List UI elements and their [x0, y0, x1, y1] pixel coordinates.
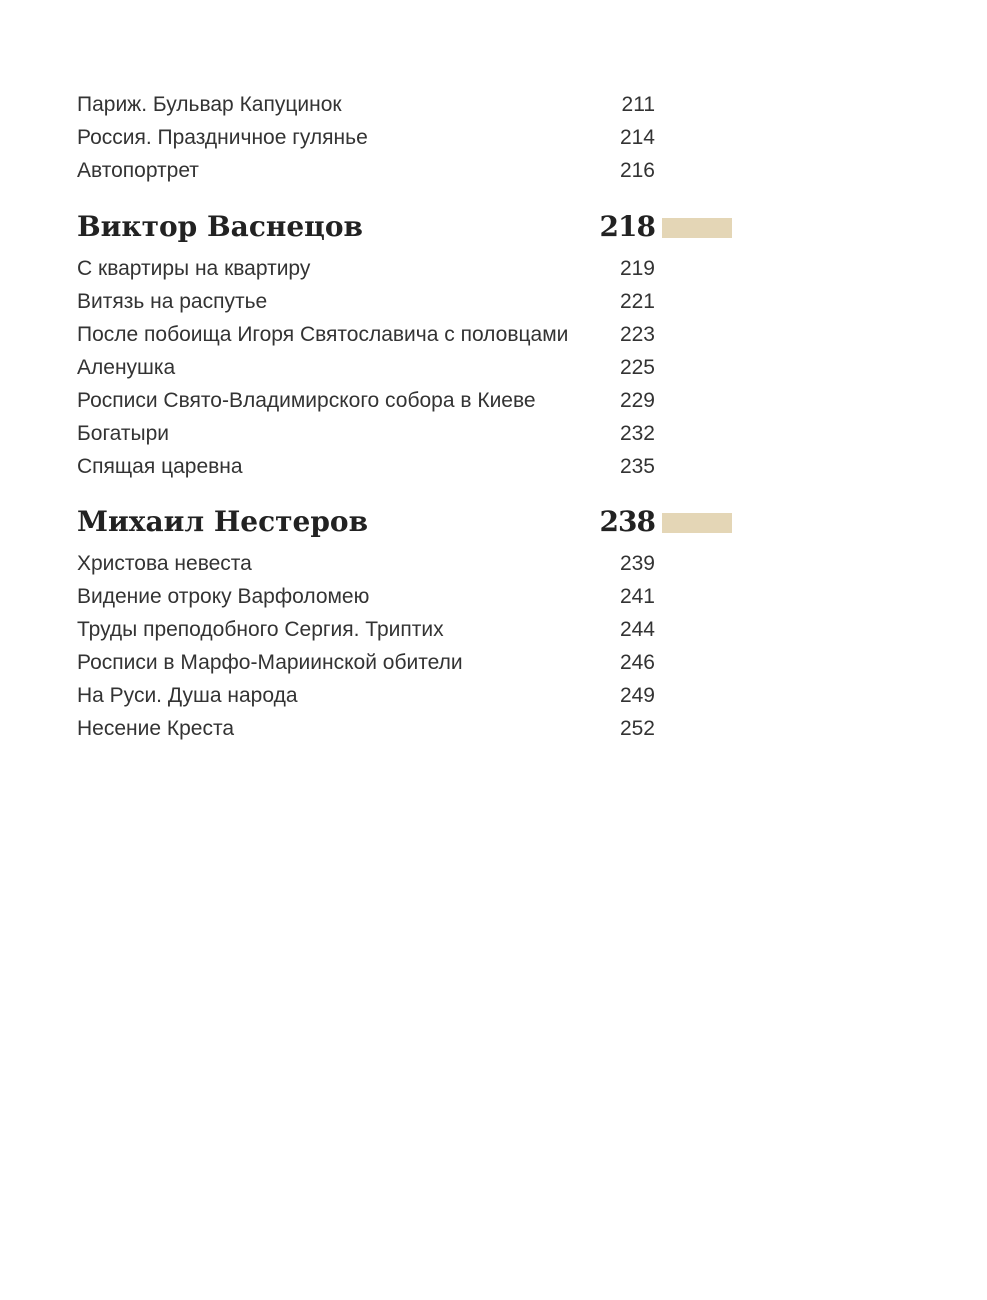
toc-entry-title: Видение отроку Варфоломею: [77, 585, 370, 608]
toc-entry-page: 239: [619, 552, 655, 575]
section-heading-title: Виктор Васнецов: [77, 210, 363, 243]
toc-entry-title: Труды преподобного Сергия. Триптих: [77, 618, 444, 641]
toc-entry-title: Спящая царевна: [77, 455, 243, 478]
toc-entry-page: 214: [619, 126, 655, 149]
section-accent-bar: [662, 218, 732, 238]
toc-entry[interactable]: [77, 580, 655, 613]
toc-entry[interactable]: [77, 351, 655, 384]
section-heading-title: Михаил Нестеров: [77, 505, 369, 538]
toc-entry-page: 241: [619, 585, 655, 608]
toc-entry[interactable]: [77, 450, 655, 483]
toc-entry[interactable]: [77, 417, 655, 450]
toc-entry[interactable]: [77, 88, 655, 121]
toc-entry-title: Париж. Бульвар Капуцинок: [77, 93, 342, 116]
toc-entry[interactable]: [77, 646, 655, 679]
toc-entry-page: 246: [619, 651, 655, 674]
toc-entry-title: Росписи в Марфо-Мариинской обители: [77, 651, 463, 674]
toc-entry-page: 252: [619, 717, 655, 740]
toc-entry[interactable]: [77, 384, 655, 417]
toc-entry-page: 229: [619, 389, 655, 412]
toc-entry-page: 221: [619, 290, 655, 313]
toc-entry[interactable]: [77, 547, 655, 580]
toc-entry[interactable]: [77, 121, 655, 154]
toc-entry[interactable]: [77, 154, 655, 187]
toc-entry-page: 219: [619, 257, 655, 280]
toc-entry-title: Несение Креста: [77, 717, 235, 740]
section-heading-nesterov[interactable]: [77, 502, 655, 542]
toc-entry[interactable]: [77, 679, 655, 712]
toc-entry-title: Аленушка: [77, 356, 176, 379]
toc-entry-title: Богатыри: [77, 422, 169, 445]
toc-entry[interactable]: [77, 285, 655, 318]
toc-entry-title: Автопортрет: [77, 159, 199, 182]
toc-entry-title: На Руси. Душа народа: [77, 684, 298, 707]
section-heading-page: 238: [599, 505, 655, 538]
toc-entry[interactable]: [77, 252, 655, 285]
toc-entry[interactable]: [77, 318, 655, 351]
toc-entry-page: 225: [619, 356, 655, 379]
toc-entry-title: Витязь на распутье: [77, 290, 268, 313]
toc-entry-page: 235: [619, 455, 655, 478]
toc-entry-page: 211: [621, 93, 655, 116]
toc-entry-page: 249: [619, 684, 655, 707]
toc-entry-title: После побоища Игоря Святославича с половцами: [77, 323, 569, 346]
toc-entry-title: Россия. Праздничное гулянье: [77, 126, 368, 149]
toc-entry-title: Росписи Свято-Владимирского собора в Киеве: [77, 389, 536, 412]
section-heading-vasnetsov[interactable]: [77, 207, 655, 247]
toc-entry-title: С квартиры на квартиру: [77, 257, 311, 280]
section-heading-page: 218: [599, 210, 655, 243]
toc-entry-page: 223: [619, 323, 655, 346]
toc-entry-title: Христова невеста: [77, 552, 252, 575]
toc-entry[interactable]: [77, 613, 655, 646]
toc-entry-page: 216: [619, 159, 655, 182]
toc-entry-page: 232: [619, 422, 655, 445]
section-accent-bar: [662, 513, 732, 533]
toc-entry-page: 244: [619, 618, 655, 641]
toc-entry[interactable]: [77, 712, 655, 745]
